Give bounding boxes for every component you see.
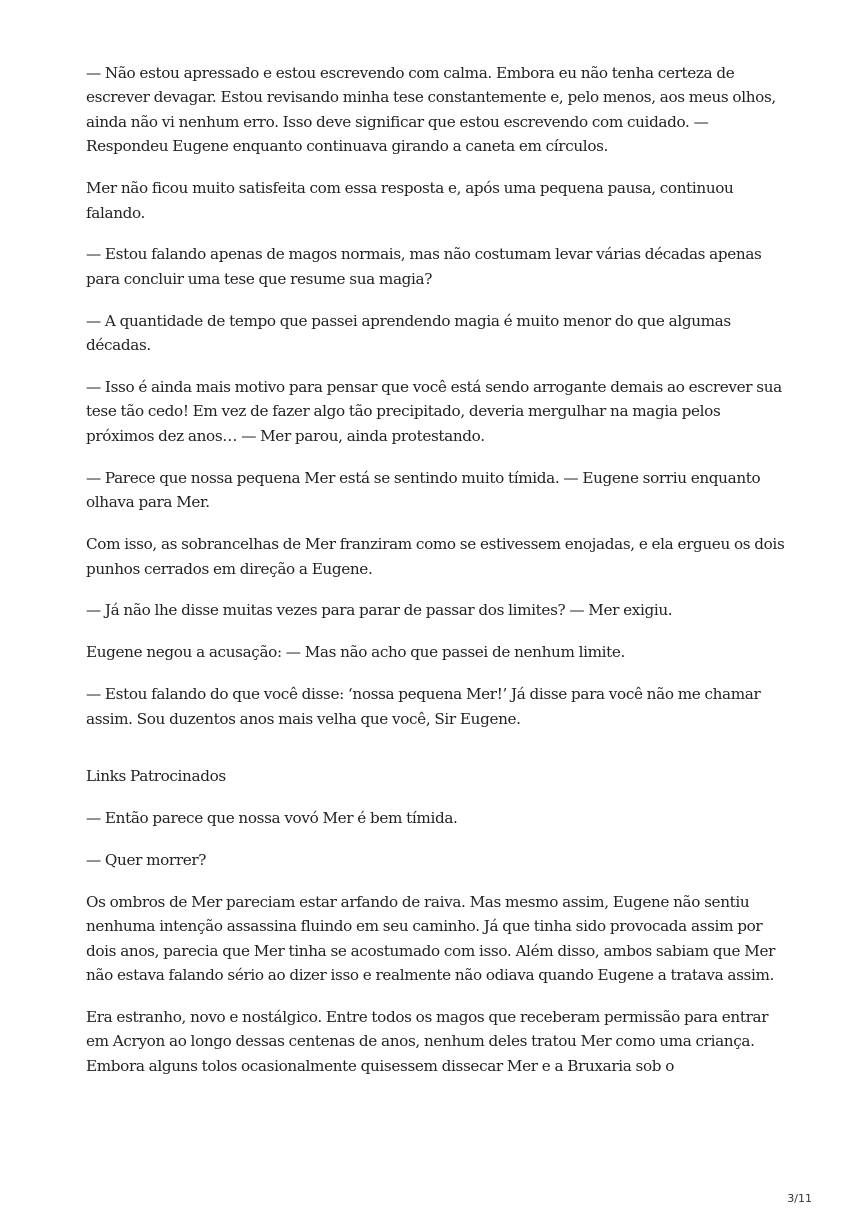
- document-body: [86, 61, 786, 1096]
- paragraph: Mer não ficou muito satisfeita com essa resposta e, após uma pequena pausa, continuou falando.: [86, 179, 734, 222]
- paragraph: — Não estou apressado e estou escrevendo com calma. Embora eu não tenha certeza de escrever devagar. Estou revisando minha tese constantemente e, pelo menos, aos meus olhos, ainda não vi nenhum erro. Isso deve significar que estou escrevendo com cuidado. — Respondeu Eugene enquanto continuava girando a caneta em círculos.: [86, 64, 776, 156]
- paragraph: — Isso é ainda mais motivo para pensar que você está sendo arrogante demais ao escrever sua tese tão cedo! Em vez de fazer algo tão precipitado, deveria mergulhar na magia pelos próximos dez anos… — Mer parou, ainda protestando.: [86, 378, 782, 445]
- paragraph: — Então parece que nossa vovó Mer é bem tímida.: [86, 808, 458, 827]
- paragraph: — Quer morrer?: [86, 850, 207, 869]
- paragraph: — Estou falando apenas de magos normais, mas não costumam levar várias décadas apenas para concluir uma tese que resume sua magia?: [86, 245, 762, 288]
- paragraph: Era estranho, novo e nostálgico. Entre todos os magos que receberam permissão para entrar em Acryon ao longo dessas centenas de anos, nenhum deles tratou Mer como uma criança. Embora alguns tolos ocasionalmente quisessem dissecar Mer e a Bruxaria sob o: [86, 1007, 769, 1075]
- paragraph: Os ombros de Mer pareciam estar arfando de raiva. Mas mesmo assim, Eugene não sentiu nenhuma intenção assassina fluindo em seu caminho. Já que tinha sido provocada assim por dois anos, parecia que Mer tinha se acostumado com isso. Além disso, ambos sabiam que Mer não estava falando sério ao dizer isso e realmente não odiava quando Eugene a tratava assim.: [86, 892, 776, 984]
- paragraph: — A quantidade de tempo que passei aprendendo magia é muito menor do que algumas décadas.: [86, 311, 731, 355]
- sponsored-links-label: Links Patrocinados: [86, 767, 226, 786]
- paragraph: Eugene negou a acusação: — Mas não acho que passei de nenhum limite.: [86, 643, 626, 662]
- paragraph: Com isso, as sobrancelhas de Mer franziram como se estivessem enojadas, e ela ergueu os dois punhos cerrados em direção a Eugene.: [86, 535, 785, 578]
- paragraph: — Estou falando do que você disse: ‘nossa pequena Mer!’ Já disse para você não me chamar assim. Sou duzentos anos mais velha que você, Sir Eugene.: [86, 685, 761, 728]
- page-number: 3/11: [787, 1192, 812, 1205]
- paragraph: — Parece que nossa pequena Mer está se sentindo muito tímida. — Eugene sorriu enquanto olhava para Mer.: [86, 468, 761, 512]
- paragraph: — Já não lhe disse muitas vezes para parar de passar dos limites? — Mer exigiu.: [86, 601, 673, 620]
